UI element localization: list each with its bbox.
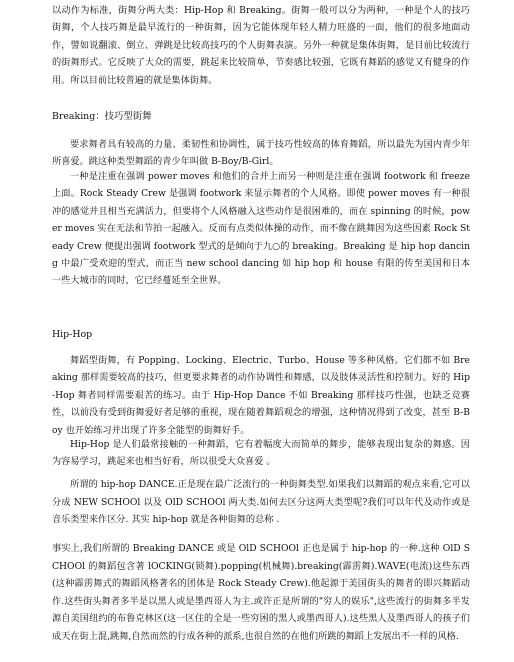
history-paragraph: 事实上,我们所谓的 Breaking DANCE 或是 OlD SCHOOl 正也是属于 hip-hop 的一种.这种 OlD SCHOOl 的舞蹈包含著 lOCKING(锁舞).popping(机械舞).breaking(霹雳舞).WAVE(电流)这些东西(这种霹雳舞式的舞蹈风格著名的团体是 Rock Steady Crew).他起源于美国街头的舞者的即兴舞蹈动作.这些街头舞者多半是以黑人或是墨西哥人为主.或许正是所谓的"穷人的娱乐",这些流行的街舞多半发源自美国纽约的布鲁克林区(这一区住的全是一些穷困的黑人或墨西哥人).这些黑人及墨西哥人的孩子们成天在街上混,跳舞,自然而然的行成各种的派系,也很自然的在他们所跳的舞蹈上发展出不一样的风格.	[52, 543, 470, 642]
hiphop-heading: Hip-Hop	[52, 329, 93, 340]
hiphop-paragraph-2: Hip-Hop 是人们最常接触的一种舞蹈，它有着幅度大而简单的舞步，能够表现出复杂的舞感。因为容易学习，跳起来也相当好看，所以很受大众喜爱 。	[52, 439, 470, 468]
breaking-paragraph-2: 一种是注重在强调 power moves 和他们的合并上而另一种则是注重在强调 footwork 和 freeze 上面。Rock Steady Crew 是强调 footwork 来显示舞者的个人风格。即使 power moves 有一种很冲的感觉并且相当充满活力，但要将个人风格融入这些动作是很困难的，而在 spinning 的时候，power moves 实在无法和节拍一起融入。反而有点类似体操的动作，而不像在跳舞因为这些因素 Rock Steady Crew 便提出强调 footwork 型式的是倾向于九○的 breaking。Breaking 是 hip hop dancing 中最广受欢迎的型式，而正当 new school dancing 如 hip hop 和 house 有限的传至美国和日本一些大城市的同时，它已经蔓延至全世界。	[52, 171, 470, 287]
hiphop-paragraph-1: 舞蹈型街舞，有 Popping、Locking、Electric、Turbo、House 等多种风格。它们都不如 Breaking 那样需要较高的技巧，但更要求舞者的动作协调性和舞感，以及肢体灵活性和控制力。好的 Hip-Hop 舞者同样需要艰苦的练习。由于 Hip-Hop Dance 不如 Breaking 那样技巧性强，也缺乏竞赛性，以前没有受到街舞爱好者足够的重视，现在随着舞蹈观念的增强，这种情况得到了改变，甚至 B-Boy 也开始练习并出现了许多全能型的街舞好手。	[52, 355, 470, 436]
breaking-heading: Breaking：技巧型街舞	[52, 111, 152, 122]
types-paragraph: 所谓的 hip-hop DANCE.正是现在最广泛流行的一种街舞类型.如果我们以舞蹈的观点来看,它可以分成 NEW SCHOOl 以及 OlD SCHOOl 两大类.如何去区分这两大类型呢?我们可以年代及动作或是音乐类型来作区分. 其实 hip-hop 就是各种街舞的总称 .	[52, 479, 470, 526]
breaking-paragraph-1: 要求舞者具有较高的力量、柔韧性和协调性，属于技巧性较高的体育舞蹈，所以最先为国内青少年所喜爱。跳这种类型舞蹈的青少年叫做 B-Boy/B-Girl。	[52, 139, 470, 168]
intro-paragraph: 以动作为标准，街舞分两大类：Hip-Hop 和 Breaking。街舞一般可以分为两种，一种是个人的技巧街舞，个人技巧舞是最早流行的一种街舞，因为它能体现年轻人精力旺盛的一面，他们的很多地面动作，譬如说翻滚、倒立、弹跳是比较高技巧的个人街舞表演。另外一种就是集体街舞，是目前比较流行的街舞形式。它反映了大众的需要，跳起来比较简单，节奏感比较强，它既有舞蹈的感觉又有健身的作用。所以目前比较普遍的就是集体街舞。	[52, 5, 470, 86]
